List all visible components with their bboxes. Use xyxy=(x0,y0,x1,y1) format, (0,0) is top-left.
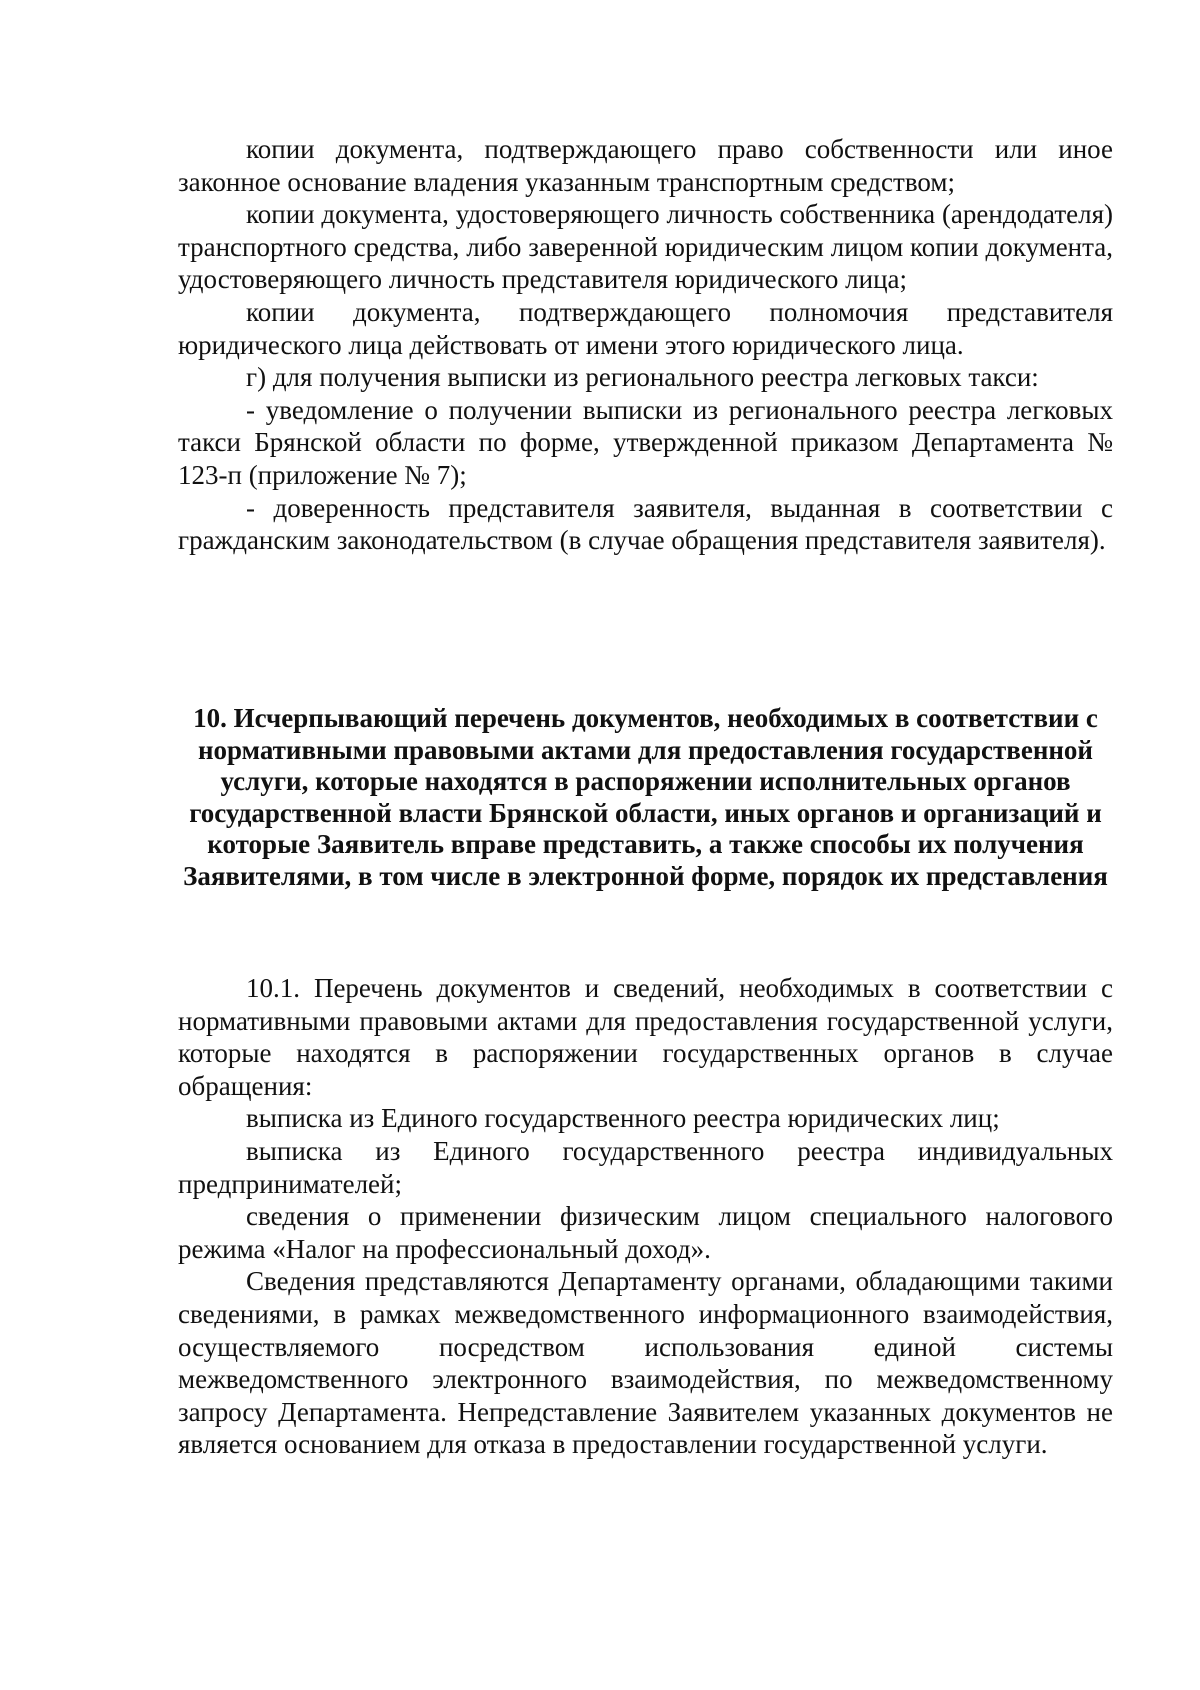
paragraph: копии документа, подтверждающего полномочия представителя юридического лица действовать от имени этого юридического лица. xyxy=(178,296,1113,360)
paragraph: - доверенность представителя заявителя, выданная в соответствии с гражданским законодательством (в случае обращения представителя заявителя). xyxy=(178,492,1113,556)
paragraph: выписка из Единого государственного реестра индивидуальных предпринимателей; xyxy=(178,1135,1113,1199)
paragraph: копии документа, удостоверяющего личность собственника (арендодателя) транспортного средства, либо заверенной юридическим лицом копии документа, удостоверяющего личность представителя юридического лица; xyxy=(178,199,1113,295)
bottom-text-block xyxy=(178,972,1113,1461)
paragraph: выписка из Единого государственного реестра юридических лиц; xyxy=(246,1103,1000,1134)
paragraph: 10.1. Перечень документов и сведений, необходимых в соответствии с нормативными правовыми актами для предоставления государственной услуги, которые находятся в распоряжении государственных органов в случае обращения: xyxy=(178,973,1113,1101)
top-text-block xyxy=(178,133,1113,557)
section-heading: 10. Исчерпывающий перечень документов, необходимых в соответствии с нормативными правовыми актами для предоставления государственной услуги, которые находятся в распоряжении исполнительных органов государственной власти Брянской области, иных органов и организаций и которые Заявитель вправе представить, а также способы их получения Заявителями, в том числе в электронной форме, порядок их представления xyxy=(183,703,1108,891)
paragraph: копии документа, подтверждающего право собственности или иное законное основание владения указанным транспортным средством; xyxy=(178,134,1113,197)
paragraph: Сведения представляются Департаменту органами, обладающими такими сведениями, в рамках межведомственного информационного взаимодействия, осуществляемого посредством использования единой системы межведомственного электронного взаимодействия, по межведомственному запросу Департамента. Непредставление Заявителем указанных документов не является основанием для отказа в предоставлении государственной услуги. xyxy=(178,1266,1113,1460)
paragraph: - уведомление о получении выписки из регионального реестра легковых такси Брянской области по форме, утвержденной приказом Департамента № 123-п (приложение № 7); xyxy=(178,394,1113,490)
paragraph: г) для получения выписки из регионального реестра легковых такси: xyxy=(246,362,1039,393)
paragraph: сведения о применении физическим лицом специального налогового режима «Налог на профессиональный доход». xyxy=(178,1201,1113,1264)
